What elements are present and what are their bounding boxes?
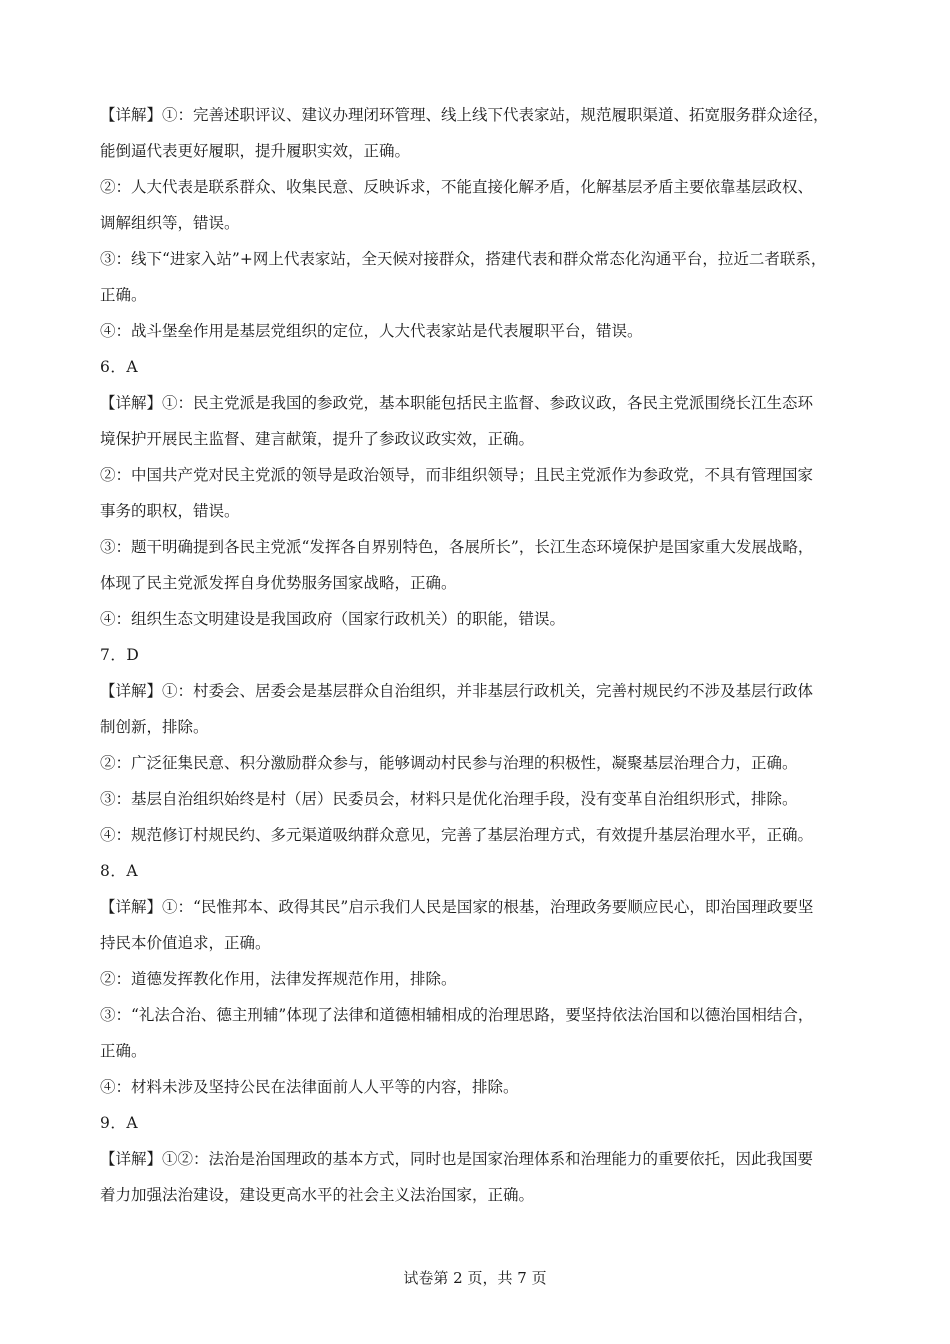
- text-line: ②：中国共产党对民主党派的领导是政治领导，而非组织领导；且民主党派作为参政党，不具有管理国家: [100, 466, 814, 484]
- text-line: 着力加强法治建设，建设更高水平的社会主义法治国家，正确。: [100, 1186, 535, 1204]
- text-line: ③：线下“进家入站”+网上代表家站，全天候对接群众，搭建代表和群众常态化沟通平台，拉近二者联系，: [100, 250, 827, 268]
- text-line: ②：道德发挥教化作用，法律发挥规范作用，排除。: [100, 970, 457, 988]
- question-answer-6: 6．A: [100, 358, 139, 376]
- text-line: 【详解】①：村委会、居委会是基层群众自治组织，并非基层行政机关，完善村规民约不涉及基层行政体: [100, 682, 814, 700]
- text-line: 正确。: [100, 1042, 147, 1060]
- text-line: 【详解】①：民主党派是我国的参政党，基本职能包括民主监督、参政议政，各民主党派围绕长江生态环: [100, 394, 814, 412]
- text-line: ④：材料未涉及坚持公民在法律面前人人平等的内容，排除。: [100, 1078, 519, 1096]
- text-line: ④：战斗堡垒作用是基层党组织的定位，人大代表家站是代表履职平台，错误。: [100, 322, 643, 340]
- text-line: 境保护开展民主监督、建言献策，提升了参政议政实效，正确。: [100, 430, 535, 448]
- text-line: 制创新，排除。: [100, 718, 209, 736]
- text-line: 【详解】①：完善述职评议、建议办理闭环管理、线上线下代表家站，规范履职渠道、拓宽服务群众途径，: [100, 106, 829, 124]
- text-line: ④：组织生态文明建设是我国政府（国家行政机关）的职能，错误。: [100, 610, 566, 628]
- text-line: 能倒逼代表更好履职，提升履职实效，正确。: [100, 142, 411, 160]
- text-line: ③：题干明确提到各民主党派“发挥各自界别特色，各展所长”，长江生态环境保护是国家重大发展战略，: [100, 538, 814, 556]
- text-line: 持民本价值追求，正确。: [100, 934, 271, 952]
- text-line: 体现了民主党派发挥自身优势服务国家战略，正确。: [100, 574, 457, 592]
- question-answer-9: 9．A: [100, 1114, 139, 1132]
- page-footer: 试卷第 2 页，共 7 页: [403, 1269, 547, 1287]
- answer-explanations: [100, 97, 860, 1213]
- text-line: 事务的职权，错误。: [100, 502, 240, 520]
- text-line: 【详解】①②：法治是治国理政的基本方式，同时也是国家治理体系和治理能力的重要依托，因此我国要: [100, 1150, 814, 1168]
- text-line: 调解组织等，错误。: [100, 214, 240, 232]
- text-line: ②：广泛征集民意、积分激励群众参与，能够调动村民参与治理的积极性，凝聚基层治理合力，正确。: [100, 754, 798, 772]
- text-line: ②：人大代表是联系群众、收集民意、反映诉求，不能直接化解矛盾，化解基层矛盾主要依靠基层政权、: [100, 178, 814, 196]
- text-line: 正确。: [100, 286, 147, 304]
- text-line: ③：“礼法合治、德主刑辅”体现了法律和道德相辅相成的治理思路，要坚持依法治国和以德治国相结合，: [100, 1006, 814, 1024]
- question-answer-7: 7．D: [100, 646, 140, 664]
- text-line: ④：规范修订村规民约、多元渠道吸纳群众意见，完善了基层治理方式，有效提升基层治理水平，正确。: [100, 826, 814, 844]
- question-answer-8: 8．A: [100, 862, 139, 880]
- text-line: ③：基层自治组织始终是村（居）民委员会，材料只是优化治理手段，没有变革自治组织形式，排除。: [100, 790, 798, 808]
- text-line: 【详解】①：“民惟邦本、政得其民”启示我们人民是国家的根基，治理政务要顺应民心，即治国理政要坚: [100, 898, 814, 916]
